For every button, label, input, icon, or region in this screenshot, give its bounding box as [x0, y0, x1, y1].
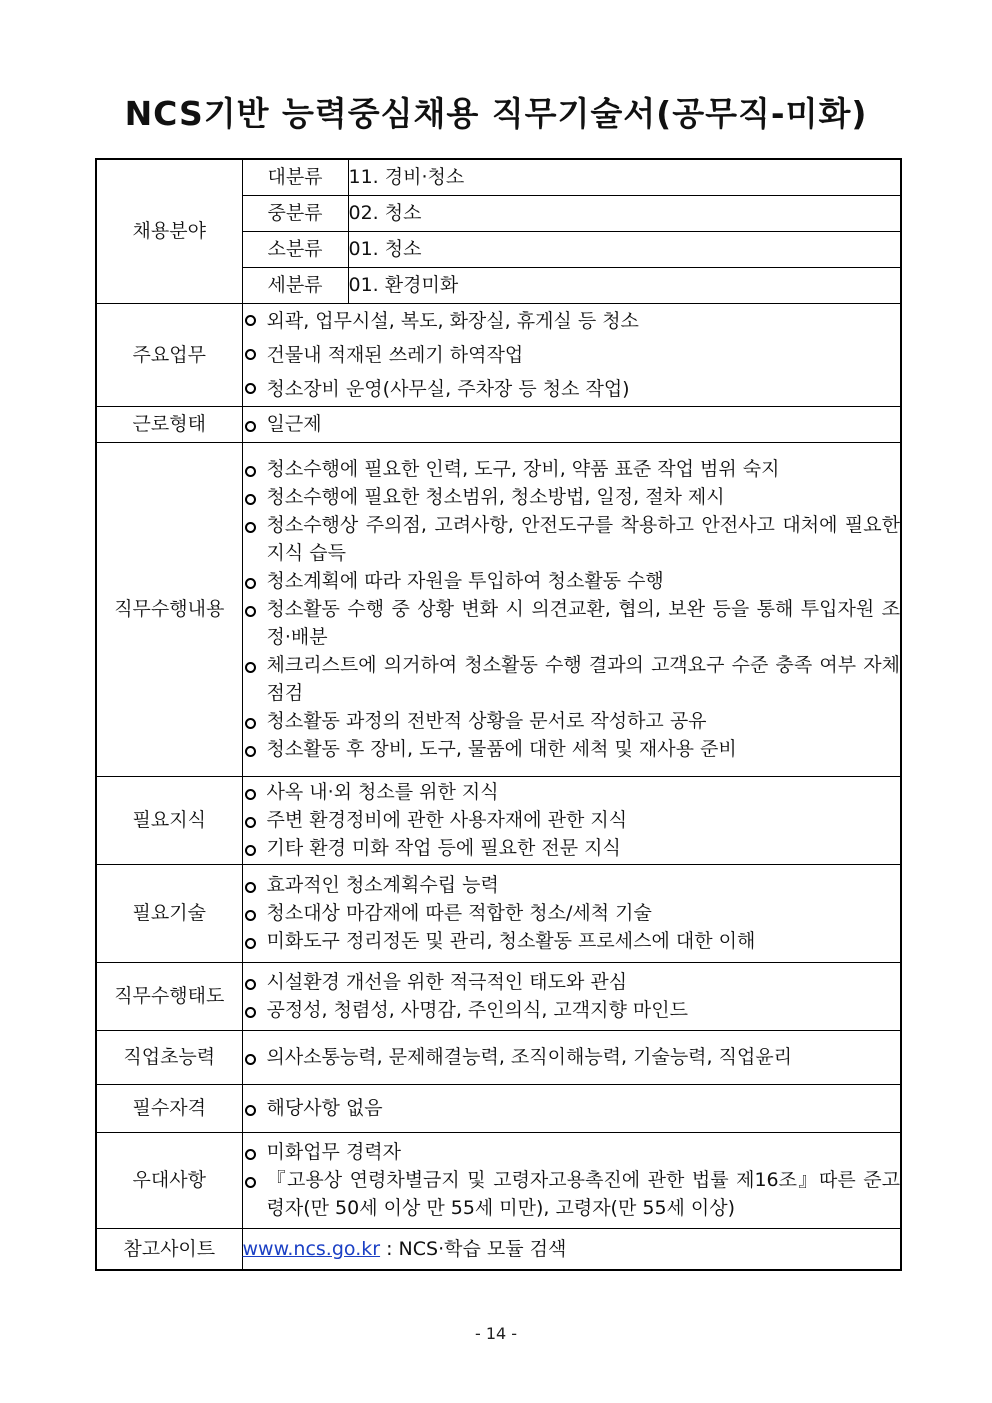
main-duty-item: 건물내 적재된 쓰레기 하역작업	[243, 338, 901, 372]
preference-item: 『고용상 연령차별금지 및 고령자고용촉진에 관한 법률 제16조』따른 준고령자(만 50세 이상 만 55세 미만), 고령자(만 55세 이상)	[243, 1166, 901, 1222]
middle-category-label: 중분류	[242, 195, 348, 231]
major-category-label: 대분류	[242, 159, 348, 195]
main-duty-item: 청소장비 운영(사무실, 주차장 등 청소 작업)	[243, 372, 901, 406]
work-type-label: 근로형태	[96, 406, 242, 442]
job-content-item: 청소수행상 주의점, 고려사항, 안전도구를 착용하고 안전사고 대처에 필요한 지식 습득	[243, 511, 901, 567]
preferences-content	[242, 1132, 901, 1228]
page-number: - 14 -	[474, 1324, 518, 1343]
knowledge-item: 기타 환경 미화 작업 등에 필요한 전문 지식	[243, 834, 901, 862]
attitude-label: 직무수행태도	[96, 962, 242, 1030]
qualification-item: 해당사항 없음	[243, 1094, 901, 1122]
basic-abilities-content	[242, 1030, 901, 1084]
basic-abilities-label: 직업초능력	[96, 1030, 242, 1084]
reference-suffix: : NCS·학습 모듈 검색	[380, 1237, 567, 1260]
main-duty-item: 외곽, 업무시설, 복도, 화장실, 휴게실 등 청소	[243, 304, 901, 338]
knowledge-label: 필요지식	[96, 776, 242, 864]
skill-item: 효과적인 청소계획수립 능력	[243, 871, 901, 899]
main-duties-content	[242, 303, 901, 406]
job-content-item: 청소활동 과정의 전반적 상황을 문서로 작성하고 공유	[243, 707, 901, 735]
job-content-content	[242, 442, 901, 776]
job-content-label: 직무수행내용	[96, 442, 242, 776]
knowledge-item: 사옥 내·외 청소를 위한 지식	[243, 778, 901, 806]
qualifications-content	[242, 1084, 901, 1132]
job-content-item: 체크리스트에 의거하여 청소활동 수행 결과의 고객요구 수준 충족 여부 자체 점검	[243, 651, 901, 707]
preference-item: 미화업무 경력자	[243, 1138, 901, 1166]
attitude-item: 시설환경 개선을 위한 적극적인 태도와 관심	[243, 968, 901, 996]
skill-item: 청소대상 마감재에 따른 적합한 청소/세척 기술	[243, 899, 901, 927]
skills-label: 필요기술	[96, 864, 242, 962]
ncs-website-link[interactable]: www.ncs.go.kr	[242, 1237, 381, 1260]
qualifications-label: 필수자격	[96, 1084, 242, 1132]
preferences-label: 우대사항	[96, 1132, 242, 1228]
knowledge-item: 주변 환경정비에 관한 사용자재에 관한 지식	[243, 806, 901, 834]
document-title: NCS기반 능력중심채용 직무기술서(공무직-미화)	[124, 94, 868, 133]
work-type-content	[242, 406, 901, 442]
middle-category-value: 02. 청소	[348, 195, 901, 231]
job-content-item: 청소활동 수행 중 상황 변화 시 의견교환, 협의, 보완 등을 통해 투입자원 조정·배분	[243, 595, 901, 651]
job-content-item: 청소수행에 필요한 인력, 도구, 장비, 약품 표준 작업 범위 숙지	[243, 455, 901, 483]
skill-item: 미화도구 정리정돈 및 관리, 청소활동 프로세스에 대한 이해	[243, 927, 901, 955]
skills-content	[242, 864, 901, 962]
job-content-item: 청소계획에 따라 자원을 투입하여 청소활동 수행	[243, 567, 901, 595]
reference-content	[242, 1228, 901, 1270]
main-duties-label: 주요업무	[96, 303, 242, 406]
sub-category-label: 세분류	[242, 267, 348, 303]
attitude-item: 공정성, 청렴성, 사명감, 주인의식, 고객지향 마인드	[243, 996, 901, 1024]
classification-label: 채용분야	[96, 159, 242, 303]
knowledge-content	[242, 776, 901, 864]
work-type-item: 일근제	[243, 410, 901, 438]
basic-ability-item: 의사소통능력, 문제해결능력, 조직이해능력, 기술능력, 직업윤리	[243, 1043, 901, 1071]
job-content-item: 청소활동 후 장비, 도구, 물품에 대한 세척 및 재사용 준비	[243, 735, 901, 763]
job-description-table	[95, 158, 902, 1271]
major-category-value: 11. 경비·청소	[348, 159, 901, 195]
minor-category-label: 소분류	[242, 231, 348, 267]
minor-category-value: 01. 청소	[348, 231, 901, 267]
sub-category-value: 01. 환경미화	[348, 267, 901, 303]
attitude-content	[242, 962, 901, 1030]
reference-label: 참고사이트	[96, 1228, 242, 1270]
job-content-item: 청소수행에 필요한 청소범위, 청소방법, 일정, 절차 제시	[243, 483, 901, 511]
